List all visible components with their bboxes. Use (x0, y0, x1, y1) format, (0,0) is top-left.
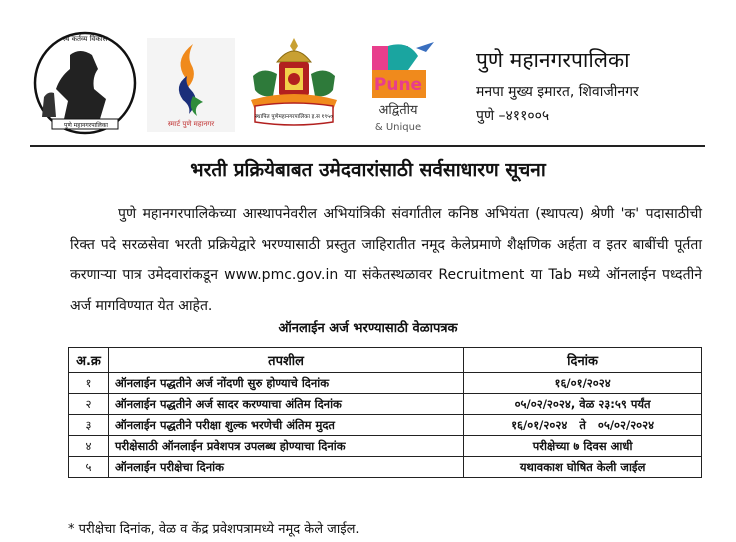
azadi-caption: स्मार्ट पुणे महानगर (167, 120, 215, 128)
header-date: दिनांक (464, 348, 702, 373)
row-detail: ऑनलाईन पद्धतीने परीक्षा शुल्क भरणेची अंतिम मुदत (108, 415, 463, 436)
pune-tagline-marathi: अद्वितीय (378, 103, 418, 118)
row-detail: ऑनलाईन परीक्षेचा दिनांक (108, 457, 463, 478)
row-serial: ४ (69, 436, 109, 457)
row-date: परीक्षेच्या ७ दिवस आधी (464, 436, 702, 457)
header-divider (30, 145, 705, 147)
emblem-top-text: स्व कर्तव्य विकास (62, 35, 108, 43)
row-serial: ३ (69, 415, 109, 436)
schedule-table (68, 347, 702, 478)
table-row (69, 457, 702, 478)
address-line-1: मनपा मुख्य इमारत, शिवाजीनगर (476, 84, 639, 100)
row-detail: ऑनलाईन पद्धतीने अर्ज नोंदणी सुरु होण्याचे दिनांक (108, 373, 463, 394)
table-header-row (69, 348, 702, 373)
table-row (69, 415, 702, 436)
row-detail: ऑनलाईन पद्धतीने अर्ज सादर करण्याचा अंतिम दिनांक (108, 394, 463, 415)
notice-title: भरती प्रक्रियेबाबत उमेदवारांसाठी सर्वसाधारण सूचना (190, 159, 546, 181)
footnote: * परीक्षेचा दिनांक, वेळ व केंद्र प्रवेशपत्रामध्ये नमूद केले जाईल. (68, 522, 360, 537)
table-row (69, 436, 702, 457)
row-date: ०५/०२/२०२४, वेळ २३:५९ पर्यंत (464, 394, 702, 415)
row-serial: २ (69, 394, 109, 415)
azadi-swirl-logo (147, 38, 235, 132)
crest-caption: स्थापित पुणेमहानगरपालिका इ.स १९५० (255, 114, 333, 120)
notice-paragraph: पुणे महानगरपालिकेच्या आस्थापनेवरील अभियांत्रिकी संवर्गातील कनिष्ठ अभियंता (स्थापत्य) श्रेणी 'क' पदासाठीची रिक्त पदे सरळसेवा भरती प्रक्रियेद्वारे भरण्यासाठी प्रस्तुत जाहिरातीत नमूद केलेप्रमाणे शैक्षणिक अर्हता व इतर बाबींची पूर्तता करणाऱ्या पात्र उमेदवारांकडून www.pmc.gov.in या संकेतस्थळावर Recruitment या Tab मध्ये ऑनलाईन पध्दतीने अर्ज मागविण्यात येत आहेत. (70, 206, 702, 314)
pune-tagline-english: & Unique (374, 122, 422, 133)
table-row (69, 373, 702, 394)
emblem-bottom-text: पुणे महानगरपालिका (64, 122, 108, 129)
row-date: १६/०१/२०२४ ते ०५/०२/२०२४ (464, 415, 702, 436)
row-date: १६/०१/२०२४ (464, 373, 702, 394)
row-detail: परीक्षेसाठी ऑनलाईन प्रवेशपत्र उपलब्ध होण्याचा दिनांक (108, 436, 463, 457)
pmc-emblem-logo (30, 25, 140, 137)
org-name: पुणे महानगरपालिका (476, 48, 630, 72)
header-detail: तपशील (108, 348, 463, 373)
pune-brand-text: Pune (373, 75, 423, 95)
table-row (69, 394, 702, 415)
header-serial: अ.क्र (69, 348, 109, 373)
row-date: यथावकाश घोषित केली जाईल (464, 457, 702, 478)
row-serial: ५ (69, 457, 109, 478)
pune-brand-logo (362, 38, 444, 134)
schedule-caption: ऑनलाईन अर्ज भरण्यासाठी वेळापत्रक (278, 321, 458, 336)
address-line-2: पुणे –४११००५ (476, 108, 550, 124)
pmc-crest-logo (243, 36, 345, 138)
row-serial: १ (69, 373, 109, 394)
